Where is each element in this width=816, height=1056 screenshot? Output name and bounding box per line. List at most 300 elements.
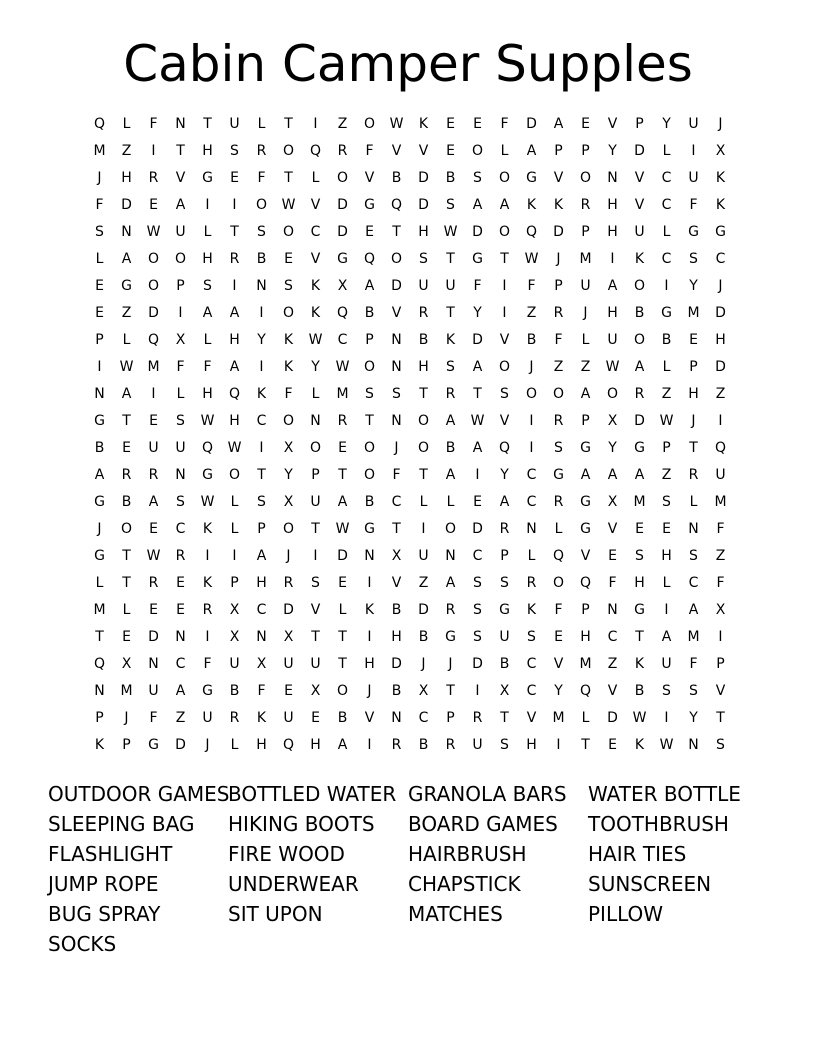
grid-letter[interactable]: L <box>311 170 320 186</box>
grid-letter[interactable]: V <box>310 197 321 213</box>
grid-letter[interactable]: P <box>554 143 563 159</box>
grid-letter[interactable]: U <box>310 656 321 672</box>
grid-letter[interactable]: P <box>554 278 563 294</box>
grid-letter[interactable]: R <box>337 143 348 159</box>
grid-letter[interactable]: H <box>715 332 726 348</box>
grid-letter[interactable]: T <box>338 656 347 672</box>
grid-letter[interactable]: A <box>256 548 267 564</box>
grid-letter[interactable]: B <box>364 494 375 510</box>
grid-letter[interactable]: O <box>579 170 592 186</box>
grid-letter[interactable]: A <box>121 386 132 402</box>
grid-letter[interactable]: K <box>526 602 537 618</box>
grid-letter[interactable]: K <box>283 332 294 348</box>
grid-letter[interactable]: W <box>659 737 674 753</box>
grid-letter[interactable]: T <box>338 467 347 483</box>
grid-letter[interactable]: Q <box>552 548 565 564</box>
grid-letter[interactable]: P <box>365 332 374 348</box>
grid-letter[interactable]: J <box>718 278 723 294</box>
grid-letter[interactable]: Q <box>282 737 295 753</box>
grid-letter[interactable]: T <box>446 251 455 267</box>
grid-letter[interactable]: D <box>283 602 294 618</box>
grid-letter[interactable]: W <box>659 413 674 429</box>
grid-letter[interactable]: S <box>446 359 455 375</box>
grid-letter[interactable]: I <box>367 737 372 753</box>
grid-letter[interactable]: F <box>554 332 563 348</box>
grid-letter[interactable]: X <box>256 656 267 672</box>
grid-letter[interactable]: T <box>419 467 428 483</box>
grid-letter[interactable]: I <box>259 359 264 375</box>
grid-letter[interactable]: R <box>148 467 159 483</box>
grid-letter[interactable]: Q <box>390 197 403 213</box>
grid-letter[interactable]: E <box>581 116 590 132</box>
grid-letter[interactable]: V <box>553 170 564 186</box>
grid-letter[interactable]: S <box>176 494 185 510</box>
grid-letter[interactable]: W <box>308 332 323 348</box>
grid-letter[interactable]: U <box>229 656 240 672</box>
grid-letter[interactable]: I <box>502 305 507 321</box>
grid-letter[interactable]: S <box>230 143 239 159</box>
grid-letter[interactable]: X <box>283 494 294 510</box>
grid-letter[interactable]: A <box>94 467 105 483</box>
grid-letter[interactable]: W <box>524 251 539 267</box>
grid-letter[interactable]: C <box>472 548 483 564</box>
grid-letter[interactable]: M <box>714 494 727 510</box>
grid-letter[interactable]: P <box>689 359 698 375</box>
grid-letter[interactable]: O <box>606 386 619 402</box>
grid-letter[interactable]: S <box>689 548 698 564</box>
grid-letter[interactable]: U <box>418 548 429 564</box>
grid-letter[interactable]: G <box>337 251 348 267</box>
grid-letter[interactable]: W <box>200 494 215 510</box>
grid-letter[interactable]: J <box>367 683 372 699</box>
grid-letter[interactable]: N <box>175 116 186 132</box>
grid-letter[interactable]: D <box>526 116 537 132</box>
grid-letter[interactable]: D <box>337 197 348 213</box>
grid-letter[interactable]: T <box>95 629 104 645</box>
grid-letter[interactable]: G <box>121 278 132 294</box>
grid-letter[interactable]: F <box>149 116 158 132</box>
grid-letter[interactable]: D <box>418 197 429 213</box>
grid-letter[interactable]: V <box>364 170 375 186</box>
grid-letter[interactable]: T <box>230 224 239 240</box>
grid-letter[interactable]: O <box>417 440 430 456</box>
grid-letter[interactable]: D <box>337 548 348 564</box>
grid-letter[interactable]: A <box>364 278 375 294</box>
grid-letter[interactable]: C <box>526 656 537 672</box>
grid-letter[interactable]: A <box>661 629 672 645</box>
grid-letter[interactable]: O <box>120 521 133 537</box>
grid-letter[interactable]: G <box>634 440 645 456</box>
grid-letter[interactable]: Y <box>689 710 698 726</box>
grid-letter[interactable]: F <box>689 656 698 672</box>
grid-letter[interactable]: V <box>499 413 510 429</box>
grid-letter[interactable]: G <box>715 224 726 240</box>
grid-letter[interactable]: O <box>282 521 295 537</box>
grid-letter[interactable]: R <box>337 413 348 429</box>
grid-letter[interactable]: H <box>607 305 618 321</box>
grid-letter[interactable]: J <box>97 170 102 186</box>
grid-letter[interactable]: S <box>500 575 509 591</box>
grid-letter[interactable]: T <box>311 521 320 537</box>
grid-letter[interactable]: G <box>94 494 105 510</box>
grid-letter[interactable]: S <box>473 602 482 618</box>
grid-letter[interactable]: X <box>391 548 402 564</box>
grid-letter[interactable]: V <box>553 656 564 672</box>
grid-letter[interactable]: S <box>689 251 698 267</box>
grid-letter[interactable]: R <box>229 710 240 726</box>
grid-letter[interactable]: G <box>364 521 375 537</box>
grid-letter[interactable]: V <box>499 332 510 348</box>
grid-letter[interactable]: F <box>95 197 104 213</box>
grid-letter[interactable]: V <box>580 548 591 564</box>
grid-letter[interactable]: X <box>337 278 348 294</box>
grid-letter[interactable]: E <box>149 521 158 537</box>
grid-letter[interactable]: Y <box>662 116 671 132</box>
grid-letter[interactable]: K <box>202 575 213 591</box>
grid-letter[interactable]: C <box>256 602 267 618</box>
grid-letter[interactable]: O <box>633 332 646 348</box>
grid-letter[interactable]: Z <box>661 386 672 402</box>
grid-letter[interactable]: M <box>93 602 106 618</box>
grid-letter[interactable]: V <box>310 602 321 618</box>
grid-letter[interactable]: L <box>662 359 671 375</box>
grid-letter[interactable]: L <box>419 494 428 510</box>
grid-letter[interactable]: N <box>607 170 618 186</box>
grid-letter[interactable]: B <box>526 332 537 348</box>
grid-letter[interactable]: D <box>607 710 618 726</box>
grid-letter[interactable]: O <box>282 413 295 429</box>
grid-letter[interactable]: Y <box>500 467 509 483</box>
grid-letter[interactable]: L <box>122 602 131 618</box>
grid-letter[interactable]: H <box>364 656 375 672</box>
grid-letter[interactable]: S <box>500 737 509 753</box>
grid-letter[interactable]: I <box>610 251 615 267</box>
grid-letter[interactable]: C <box>661 251 672 267</box>
grid-letter[interactable]: J <box>205 737 210 753</box>
grid-letter[interactable]: V <box>634 170 645 186</box>
grid-letter[interactable]: D <box>553 224 564 240</box>
grid-letter[interactable]: L <box>203 332 212 348</box>
grid-letter[interactable]: S <box>527 629 536 645</box>
grid-letter[interactable]: E <box>230 170 239 186</box>
grid-letter[interactable]: N <box>391 332 402 348</box>
grid-letter[interactable]: U <box>634 224 645 240</box>
grid-letter[interactable]: O <box>498 224 511 240</box>
grid-letter[interactable]: B <box>391 683 402 699</box>
grid-letter[interactable]: N <box>94 683 105 699</box>
grid-letter[interactable]: G <box>688 224 699 240</box>
grid-letter[interactable]: D <box>391 656 402 672</box>
grid-letter[interactable]: X <box>175 332 186 348</box>
grid-letter[interactable]: Q <box>579 575 592 591</box>
grid-letter[interactable]: I <box>529 440 534 456</box>
grid-letter[interactable]: T <box>500 251 509 267</box>
grid-letter[interactable]: K <box>445 332 456 348</box>
grid-letter[interactable]: I <box>718 413 723 429</box>
grid-letter[interactable]: U <box>661 656 672 672</box>
grid-letter[interactable]: E <box>95 305 104 321</box>
grid-letter[interactable]: S <box>257 224 266 240</box>
grid-letter[interactable]: L <box>581 332 590 348</box>
grid-letter[interactable]: M <box>552 710 565 726</box>
grid-letter[interactable]: J <box>448 656 453 672</box>
grid-letter[interactable]: K <box>634 656 645 672</box>
grid-letter[interactable]: E <box>122 440 131 456</box>
grid-letter[interactable]: H <box>418 359 429 375</box>
grid-letter[interactable]: T <box>689 440 698 456</box>
grid-letter[interactable]: H <box>229 413 240 429</box>
grid-letter[interactable]: T <box>581 737 590 753</box>
grid-letter[interactable]: E <box>554 629 563 645</box>
grid-letter[interactable]: P <box>581 224 590 240</box>
grid-letter[interactable]: U <box>607 332 618 348</box>
grid-letter[interactable]: W <box>119 359 134 375</box>
grid-letter[interactable]: V <box>634 197 645 213</box>
grid-letter[interactable]: A <box>607 278 618 294</box>
grid-letter[interactable]: L <box>122 116 131 132</box>
grid-letter[interactable]: V <box>607 116 618 132</box>
grid-letter[interactable]: W <box>605 359 620 375</box>
grid-letter[interactable]: P <box>230 575 239 591</box>
grid-letter[interactable]: Q <box>147 332 160 348</box>
grid-letter[interactable]: A <box>580 386 591 402</box>
grid-letter[interactable]: B <box>364 305 375 321</box>
grid-letter[interactable]: I <box>502 278 507 294</box>
grid-letter[interactable]: G <box>364 197 375 213</box>
grid-letter[interactable]: T <box>122 548 131 564</box>
grid-letter[interactable]: C <box>391 494 402 510</box>
grid-letter[interactable]: W <box>470 413 485 429</box>
grid-letter[interactable]: T <box>473 386 482 402</box>
grid-letter[interactable]: R <box>175 548 186 564</box>
grid-letter[interactable]: E <box>176 575 185 591</box>
grid-letter[interactable]: A <box>580 467 591 483</box>
grid-letter[interactable]: E <box>122 629 131 645</box>
grid-letter[interactable]: D <box>175 737 186 753</box>
grid-letter[interactable]: N <box>688 521 699 537</box>
grid-letter[interactable]: M <box>120 683 133 699</box>
grid-letter[interactable]: U <box>148 440 159 456</box>
grid-letter[interactable]: C <box>175 521 186 537</box>
grid-letter[interactable]: R <box>553 305 564 321</box>
grid-letter[interactable]: T <box>284 170 293 186</box>
grid-letter[interactable]: C <box>526 467 537 483</box>
grid-letter[interactable]: E <box>446 143 455 159</box>
grid-letter[interactable]: D <box>121 197 132 213</box>
grid-letter[interactable]: A <box>337 737 348 753</box>
grid-letter[interactable]: U <box>283 710 294 726</box>
grid-letter[interactable]: C <box>661 197 672 213</box>
grid-letter[interactable]: I <box>475 683 480 699</box>
grid-letter[interactable]: H <box>202 143 213 159</box>
grid-letter[interactable]: A <box>229 359 240 375</box>
grid-letter[interactable]: C <box>607 629 618 645</box>
grid-letter[interactable]: A <box>121 251 132 267</box>
grid-letter[interactable]: E <box>662 521 671 537</box>
grid-letter[interactable]: C <box>688 575 699 591</box>
grid-letter[interactable]: U <box>175 440 186 456</box>
grid-letter[interactable]: D <box>148 305 159 321</box>
grid-letter[interactable]: G <box>499 602 510 618</box>
grid-letter[interactable]: V <box>391 305 402 321</box>
grid-letter[interactable]: V <box>418 143 429 159</box>
grid-letter[interactable]: O <box>363 359 376 375</box>
grid-letter[interactable]: Z <box>418 575 429 591</box>
grid-letter[interactable]: C <box>175 656 186 672</box>
grid-letter[interactable]: Z <box>121 305 132 321</box>
grid-letter[interactable]: P <box>446 710 455 726</box>
grid-letter[interactable]: H <box>121 170 132 186</box>
grid-letter[interactable]: Y <box>689 278 698 294</box>
grid-letter[interactable]: B <box>661 332 672 348</box>
grid-letter[interactable]: E <box>338 575 347 591</box>
grid-letter[interactable]: N <box>94 386 105 402</box>
grid-letter[interactable]: B <box>445 440 456 456</box>
grid-letter[interactable]: N <box>391 359 402 375</box>
grid-letter[interactable]: N <box>526 521 537 537</box>
grid-letter[interactable]: I <box>421 521 426 537</box>
grid-letter[interactable]: O <box>552 575 565 591</box>
grid-letter[interactable]: Q <box>525 224 538 240</box>
grid-letter[interactable]: S <box>257 494 266 510</box>
grid-letter[interactable]: H <box>202 386 213 402</box>
grid-letter[interactable]: B <box>391 602 402 618</box>
grid-letter[interactable]: A <box>499 197 510 213</box>
grid-letter[interactable]: O <box>633 278 646 294</box>
grid-letter[interactable]: H <box>418 224 429 240</box>
grid-letter[interactable]: K <box>310 305 321 321</box>
grid-letter[interactable]: A <box>472 440 483 456</box>
grid-letter[interactable]: F <box>527 278 536 294</box>
grid-letter[interactable]: X <box>715 602 726 618</box>
grid-letter[interactable]: T <box>446 305 455 321</box>
grid-letter[interactable]: O <box>282 224 295 240</box>
grid-letter[interactable]: R <box>202 602 213 618</box>
grid-letter[interactable]: G <box>148 737 159 753</box>
grid-letter[interactable]: G <box>634 602 645 618</box>
grid-letter[interactable]: X <box>121 656 132 672</box>
grid-letter[interactable]: A <box>202 305 213 321</box>
grid-letter[interactable]: C <box>526 494 537 510</box>
grid-letter[interactable]: J <box>394 440 399 456</box>
grid-letter[interactable]: I <box>718 629 723 645</box>
grid-letter[interactable]: R <box>553 494 564 510</box>
grid-letter[interactable]: K <box>256 386 267 402</box>
grid-letter[interactable]: A <box>688 602 699 618</box>
grid-letter[interactable]: E <box>446 116 455 132</box>
grid-letter[interactable]: U <box>229 116 240 132</box>
grid-letter[interactable]: O <box>228 467 241 483</box>
grid-letter[interactable]: G <box>580 440 591 456</box>
grid-letter[interactable]: B <box>499 656 510 672</box>
grid-letter[interactable]: D <box>337 224 348 240</box>
grid-letter[interactable]: F <box>554 602 563 618</box>
grid-letter[interactable]: B <box>418 737 429 753</box>
grid-letter[interactable]: R <box>445 386 456 402</box>
grid-letter[interactable]: P <box>581 413 590 429</box>
grid-letter[interactable]: O <box>336 170 349 186</box>
grid-letter[interactable]: R <box>256 143 267 159</box>
grid-letter[interactable]: C <box>310 224 321 240</box>
grid-letter[interactable]: X <box>607 494 618 510</box>
grid-letter[interactable]: S <box>365 386 374 402</box>
grid-letter[interactable]: I <box>691 143 696 159</box>
grid-letter[interactable]: I <box>205 629 210 645</box>
grid-letter[interactable]: E <box>689 332 698 348</box>
grid-letter[interactable]: B <box>229 683 240 699</box>
grid-letter[interactable]: G <box>553 467 564 483</box>
grid-letter[interactable]: H <box>202 251 213 267</box>
grid-letter[interactable]: J <box>718 116 723 132</box>
grid-letter[interactable]: I <box>475 467 480 483</box>
grid-letter[interactable]: D <box>418 170 429 186</box>
grid-letter[interactable]: K <box>310 278 321 294</box>
grid-letter[interactable]: S <box>662 494 671 510</box>
grid-letter[interactable]: L <box>230 737 239 753</box>
grid-letter[interactable]: N <box>445 548 456 564</box>
grid-letter[interactable]: A <box>634 467 645 483</box>
grid-letter[interactable]: L <box>689 494 698 510</box>
grid-letter[interactable]: A <box>499 494 510 510</box>
grid-letter[interactable]: L <box>203 224 212 240</box>
grid-letter[interactable]: R <box>148 170 159 186</box>
grid-letter[interactable]: A <box>607 467 618 483</box>
grid-letter[interactable]: E <box>149 413 158 429</box>
grid-letter[interactable]: S <box>473 575 482 591</box>
grid-letter[interactable]: G <box>661 305 672 321</box>
grid-letter[interactable]: I <box>259 305 264 321</box>
grid-letter[interactable]: E <box>149 602 158 618</box>
grid-letter[interactable]: P <box>581 602 590 618</box>
grid-letter[interactable]: G <box>202 170 213 186</box>
grid-letter[interactable]: V <box>715 683 726 699</box>
grid-letter[interactable]: S <box>284 278 293 294</box>
grid-letter[interactable]: R <box>391 737 402 753</box>
grid-letter[interactable]: O <box>174 251 187 267</box>
grid-letter[interactable]: M <box>147 359 160 375</box>
grid-letter[interactable]: I <box>232 278 237 294</box>
grid-letter[interactable]: X <box>310 683 321 699</box>
grid-letter[interactable]: B <box>337 710 348 726</box>
grid-letter[interactable]: X <box>607 413 618 429</box>
grid-letter[interactable]: H <box>526 737 537 753</box>
grid-letter[interactable]: F <box>257 170 266 186</box>
grid-letter[interactable]: P <box>500 548 509 564</box>
grid-letter[interactable]: E <box>176 602 185 618</box>
grid-letter[interactable]: N <box>688 737 699 753</box>
grid-letter[interactable]: I <box>232 548 237 564</box>
grid-letter[interactable]: B <box>634 305 645 321</box>
grid-letter[interactable]: A <box>472 359 483 375</box>
grid-letter[interactable]: C <box>337 332 348 348</box>
grid-letter[interactable]: G <box>202 683 213 699</box>
grid-letter[interactable]: H <box>661 548 672 564</box>
grid-letter[interactable]: Z <box>661 467 672 483</box>
grid-letter[interactable]: W <box>632 710 647 726</box>
grid-letter[interactable]: L <box>95 251 104 267</box>
grid-letter[interactable]: N <box>256 278 267 294</box>
grid-letter[interactable]: Z <box>175 710 186 726</box>
grid-letter[interactable]: W <box>443 224 458 240</box>
grid-letter[interactable]: E <box>473 116 482 132</box>
grid-letter[interactable]: I <box>313 116 318 132</box>
grid-letter[interactable]: A <box>445 413 456 429</box>
grid-letter[interactable]: F <box>473 278 482 294</box>
grid-letter[interactable]: B <box>94 440 105 456</box>
grid-letter[interactable]: R <box>472 710 483 726</box>
grid-letter[interactable]: S <box>554 440 563 456</box>
grid-letter[interactable]: A <box>526 143 537 159</box>
